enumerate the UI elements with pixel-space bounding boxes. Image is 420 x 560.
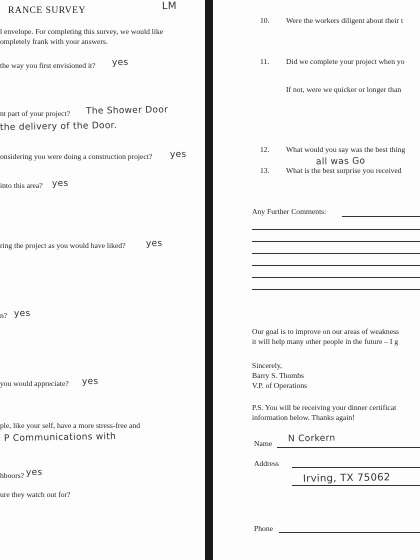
- phone-line: [279, 532, 420, 533]
- comments-line: [252, 241, 420, 242]
- question-number: 13.: [260, 166, 270, 175]
- phone-label: Phone: [254, 524, 273, 533]
- ps-line-1: P.S. You will be receiving your dinner certificat: [252, 403, 397, 412]
- comments-line: [252, 265, 420, 266]
- address-label: Address: [254, 459, 279, 468]
- question-text: If not, were we quicker or longer than: [286, 85, 402, 94]
- question-text: Did we complete your project when yo: [286, 57, 405, 66]
- name-label: Name: [254, 439, 273, 448]
- handwritten-answer: yes: [81, 376, 99, 388]
- closing-sincerely: Sincerely,: [252, 361, 283, 370]
- question-text: into this area?: [0, 181, 43, 190]
- question-text: What is the best surprise you received: [286, 166, 402, 175]
- question-number: 11.: [260, 57, 270, 66]
- comments-label: Any Further Comments:: [252, 207, 327, 216]
- address-line: [292, 485, 420, 486]
- page-gutter: [205, 0, 213, 560]
- handwritten-answer: yes: [111, 57, 129, 69]
- question-text: What would you say was the best thing: [286, 145, 406, 154]
- question-number: 10.: [260, 16, 270, 25]
- question-text: ple, like your self, have a more stress-free and: [0, 421, 141, 430]
- intro-line-2: ompletely frank with your answers.: [0, 37, 108, 46]
- comments-line: [252, 277, 420, 278]
- comments-line: [252, 229, 420, 230]
- question-text: hboors?: [0, 471, 25, 480]
- question-text: onsidering you were doing a construction project?: [0, 152, 153, 161]
- handwritten-answer: all was Go: [315, 156, 366, 168]
- question-text: ure they watch out for?: [0, 490, 71, 499]
- survey-page-right: [213, 0, 420, 560]
- handwritten-initials: LM: [161, 0, 177, 13]
- handwritten-answer: P Communications with: [3, 432, 117, 444]
- name-value: N Corkern: [287, 433, 336, 445]
- question-text: n?: [0, 311, 8, 320]
- survey-page-left: [0, 0, 205, 560]
- comments-line: [252, 289, 420, 290]
- comments-line: [342, 216, 420, 217]
- address-line: [292, 467, 420, 468]
- goal-line-2: it will help many other people in the future – I g: [252, 337, 399, 346]
- question-number: 12.: [260, 145, 270, 154]
- signer-name: Barry S. Thombs: [252, 371, 304, 380]
- handwritten-answer: yes: [51, 178, 69, 190]
- ps-line-2: information below. Thanks again!: [252, 413, 355, 422]
- intro-line-1: l envelope. For completing this survey, we would like: [0, 27, 164, 36]
- handwritten-answer: the delivery of the Door.: [0, 120, 118, 134]
- question-text: nt part of your project?: [0, 109, 71, 118]
- handwritten-answer: yes: [169, 149, 187, 161]
- comments-line: [252, 253, 420, 254]
- handwritten-answer: yes: [145, 238, 163, 250]
- handwritten-answer: The Shower Door: [85, 105, 169, 117]
- survey-title: RANCE SURVEY: [8, 6, 86, 16]
- address-value: Irving, TX 75062: [302, 472, 391, 485]
- handwritten-answer: yes: [25, 467, 43, 479]
- question-text: Were the workers diligent about their t: [286, 16, 404, 25]
- signer-role: V.P. of Operations: [252, 381, 308, 390]
- question-text: you would appreciate?: [0, 379, 69, 388]
- question-text: ring the project as you would have liked?: [0, 241, 126, 250]
- question-text: the way you first envisioned it?: [0, 61, 96, 70]
- handwritten-answer: yes: [13, 308, 31, 320]
- goal-line-1: Our goal is to improve on our areas of weakness: [252, 327, 399, 336]
- name-line: [277, 447, 420, 448]
